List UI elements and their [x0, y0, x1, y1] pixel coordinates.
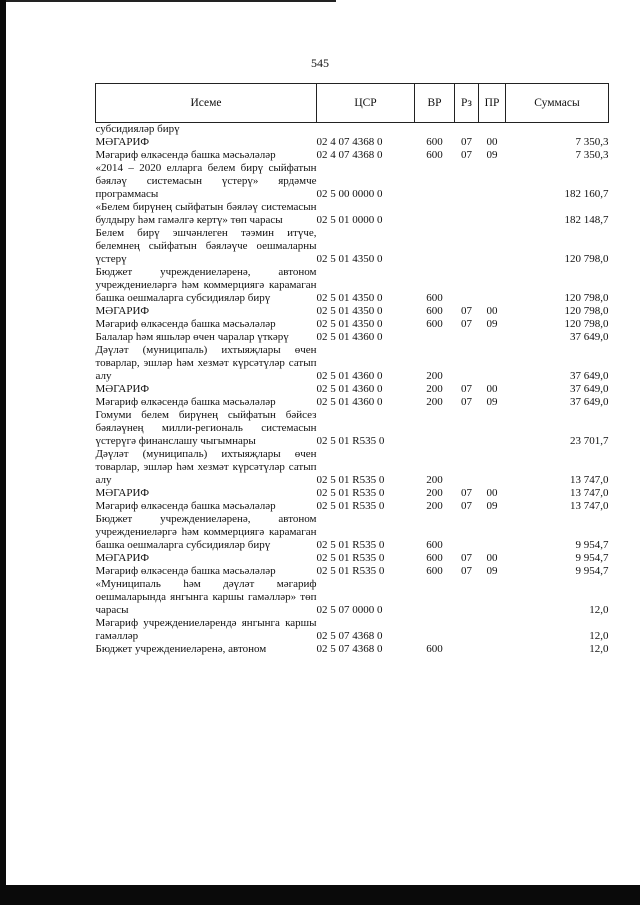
table-row: [96, 201, 609, 227]
cell-pr: [479, 448, 506, 487]
cell-sum: 9 954,7: [575, 539, 609, 551]
cell-csr: 02 4 07 4368 0: [316, 149, 383, 161]
cell-rz: [455, 227, 479, 266]
header-sum: Суммасы: [506, 84, 609, 123]
table-row: [96, 396, 609, 409]
cell-csr: 02 4 07 4368 0: [316, 136, 383, 148]
table-row: [96, 448, 609, 487]
cell-vr: 600: [426, 552, 443, 564]
table-row: [96, 487, 609, 500]
cell-pr: 09: [486, 318, 498, 330]
cell-vr: 200: [426, 396, 443, 408]
cell-csr: 02 5 01 4350 0: [316, 318, 383, 330]
header-rz: Рз: [455, 84, 479, 123]
cell-rz: [455, 617, 479, 643]
cell-sum: 182 148,7: [564, 214, 609, 226]
cell-vr: [415, 409, 455, 448]
cell-vr: 600: [426, 643, 443, 655]
table-row: [96, 617, 609, 643]
cell-pr: 09: [486, 396, 498, 408]
table-row: [96, 409, 609, 448]
table-row: [96, 123, 609, 137]
cell-vr: 200: [426, 474, 443, 486]
cell-pr: [479, 513, 506, 552]
cell-vr: [415, 578, 455, 617]
cell-csr: 02 5 07 4368 0: [316, 643, 383, 655]
cell-sum: 120 798,0: [564, 292, 609, 304]
cell-csr: 02 5 01 R535 0: [316, 565, 385, 577]
cell-vr: [415, 123, 455, 137]
cell-sum: [506, 123, 609, 137]
cell-sum: 7 350,3: [575, 149, 609, 161]
cell-rz: [455, 331, 479, 344]
table-row: [96, 500, 609, 513]
cell-rz: 07: [461, 305, 472, 317]
cell-name: Мәгариф учреждениеләрендә янгынга каршы гамәлләр: [95, 617, 317, 642]
cell-name: Мәгариф өлкәсендә башка мәсьәләләр: [95, 500, 276, 512]
cell-csr: 02 5 01 0000 0: [316, 214, 383, 226]
cell-name: Гомуми белем бирүнең сыйфатын бәйсез бәяләүнең милли-региональ системасын үстерүгә финанслашу чыгымнары: [95, 409, 317, 447]
cell-name: Дәүләт (муниципаль) ихтыяҗлары өчен товарлар, эшләр һәм хезмәт күрсәтүләр сатып алу: [95, 344, 317, 382]
cell-rz: 07: [461, 565, 472, 577]
cell-name: МӘГАРИФ: [95, 383, 150, 395]
cell-sum: 13 747,0: [570, 487, 609, 499]
cell-csr: 02 5 01 R535 0: [316, 435, 385, 447]
cell-vr: [415, 617, 455, 643]
table-row: [96, 578, 609, 617]
table-row: [96, 344, 609, 383]
scan-left-edge: [0, 0, 6, 905]
cell-sum: 12,0: [589, 643, 609, 655]
cell-vr: 600: [426, 318, 443, 330]
cell-vr: 200: [426, 500, 443, 512]
cell-name: Мәгариф өлкәсендә башка мәсьәләләр: [95, 565, 276, 577]
cell-pr: [479, 227, 506, 266]
header-pr: ПР: [479, 84, 506, 123]
cell-sum: 13 747,0: [570, 474, 609, 486]
cell-pr: [479, 409, 506, 448]
cell-vr: [415, 331, 455, 344]
cell-pr: 00: [486, 552, 498, 564]
cell-csr: 02 5 01 4360 0: [316, 331, 383, 343]
cell-vr: 600: [426, 292, 443, 304]
cell-pr: [479, 643, 506, 656]
cell-vr: 200: [426, 487, 443, 499]
cell-name: Мәгариф өлкәсендә башка мәсьәләләр: [95, 149, 276, 161]
cell-name: Дәүләт (муниципаль) ихтыяҗлары өчен товарлар, эшләр һәм хезмәт күрсәтүләр сатып алу: [95, 448, 317, 486]
cell-sum: 9 954,7: [575, 565, 609, 577]
table-body: [96, 123, 609, 657]
table-row: [96, 305, 609, 318]
table-row: [96, 318, 609, 331]
table-row: [96, 227, 609, 266]
cell-pr: [479, 344, 506, 383]
cell-vr: 600: [426, 149, 443, 161]
cell-vr: [415, 201, 455, 227]
cell-rz: [455, 123, 479, 137]
cell-sum: 37 649,0: [570, 383, 609, 395]
cell-rz: 07: [461, 136, 472, 148]
cell-sum: 7 350,3: [575, 136, 609, 148]
cell-rz: [455, 409, 479, 448]
cell-name: «Белем бирүнең сыйфатын бәяләү системасын булдыру һәм гамәлгә кертү» төп чарасы: [95, 201, 317, 226]
cell-name: МӘГАРИФ: [95, 552, 150, 564]
cell-pr: 00: [486, 383, 498, 395]
table-row: [96, 136, 609, 149]
cell-rz: [455, 448, 479, 487]
cell-pr: [479, 266, 506, 305]
cell-rz: [455, 643, 479, 656]
cell-name: МӘГАРИФ: [95, 305, 150, 317]
scan-bottom-edge: [0, 885, 640, 905]
cell-pr: 09: [486, 500, 498, 512]
cell-sum: 12,0: [589, 630, 609, 642]
cell-pr: [479, 617, 506, 643]
cell-sum: 12,0: [589, 604, 609, 616]
cell-csr: 02 5 07 4368 0: [316, 630, 383, 642]
cell-rz: 07: [461, 500, 472, 512]
cell-name: Мәгариф өлкәсендә башка мәсьәләләр: [95, 396, 276, 408]
cell-pr: [479, 331, 506, 344]
budget-table: [95, 83, 609, 656]
table-row: [96, 513, 609, 552]
cell-pr: [479, 123, 506, 137]
cell-vr: 600: [426, 305, 443, 317]
cell-sum: 182 160,7: [564, 188, 609, 200]
cell-vr: [415, 162, 455, 201]
cell-pr: [479, 201, 506, 227]
cell-sum: 37 649,0: [570, 396, 609, 408]
cell-csr: 02 5 01 4350 0: [316, 292, 383, 304]
cell-name: Бюджет учреждениеләренә, автоном учреждениеләргә һәм коммерциягә карамаган башка оешмаларга субсидияләр бирү: [95, 266, 317, 304]
table-row: [96, 162, 609, 201]
cell-sum: 37 649,0: [570, 370, 609, 382]
cell-name: «2014 – 2020 елларга белем бирү сыйфатын бәяләү системасын үстерү» ярдәмче программасы: [95, 162, 317, 200]
table-header: [96, 84, 609, 123]
cell-rz: 07: [461, 552, 472, 564]
table-row: [96, 383, 609, 396]
cell-rz: 07: [461, 487, 472, 499]
cell-pr: 09: [486, 149, 498, 161]
cell-csr: 02 5 00 0000 0: [316, 188, 383, 200]
header-vr: ВР: [415, 84, 455, 123]
cell-name: Белем бирү эшчәнлеген тәэмин итүче, белемнең сыйфатын бәяләүче оешмаларны үстерү: [95, 227, 317, 265]
cell-name: Бюджет учреждениеләренә, автоном: [95, 643, 267, 655]
cell-name: субсидияләр бирү: [95, 123, 180, 135]
table-row: [96, 552, 609, 565]
cell-rz: [455, 513, 479, 552]
cell-sum: 120 798,0: [564, 318, 609, 330]
cell-csr: 02 5 01 R535 0: [316, 539, 385, 551]
cell-sum: 9 954,7: [575, 552, 609, 564]
cell-pr: 09: [486, 565, 498, 577]
cell-vr: 200: [426, 383, 443, 395]
cell-vr: [415, 227, 455, 266]
cell-rz: [455, 162, 479, 201]
cell-rz: 07: [461, 383, 472, 395]
table-row: [96, 565, 609, 578]
cell-name: МӘГАРИФ: [95, 487, 150, 499]
table-row: [96, 149, 609, 162]
cell-sum: 13 747,0: [570, 500, 609, 512]
cell-rz: [455, 201, 479, 227]
cell-pr: 00: [486, 487, 498, 499]
cell-name: Бюджет учреждениеләренә, автоном учреждениеләргә һәм коммерциягә карамаган башка оешмаларга субсидияләр бирү: [95, 513, 317, 551]
cell-vr: 600: [426, 565, 443, 577]
cell-sum: 120 798,0: [564, 253, 609, 265]
scan-top-line: [6, 0, 336, 2]
header-name: Исеме: [96, 84, 317, 123]
cell-pr: 00: [486, 305, 498, 317]
cell-csr: 02 5 01 4360 0: [316, 370, 383, 382]
cell-rz: [455, 266, 479, 305]
cell-sum: 120 798,0: [564, 305, 609, 317]
cell-csr: 02 5 01 4350 0: [316, 253, 383, 265]
table-row: [96, 643, 609, 656]
cell-csr: 02 5 01 R535 0: [316, 474, 385, 486]
cell-pr: 00: [486, 136, 498, 148]
cell-vr: 600: [426, 136, 443, 148]
cell-csr: 02 5 07 0000 0: [316, 604, 383, 616]
cell-csr: 02 5 01 4360 0: [316, 383, 383, 395]
cell-csr: 02 5 01 R535 0: [316, 552, 385, 564]
cell-vr: 600: [426, 539, 443, 551]
cell-csr: 02 5 01 R535 0: [316, 487, 385, 499]
cell-pr: [479, 162, 506, 201]
cell-csr: 02 5 01 4350 0: [316, 305, 383, 317]
cell-csr: [317, 123, 415, 137]
cell-name: «Муниципаль һәм дәүләт мәгариф оешмаларында янгынга каршы гамәлләр» төп чарасы: [95, 578, 317, 616]
cell-rz: 07: [461, 149, 472, 161]
cell-name: Балалар һәм яшьләр өчен чаралар үткәрү: [95, 331, 289, 343]
cell-pr: [479, 578, 506, 617]
cell-rz: [455, 578, 479, 617]
cell-vr: 200: [426, 370, 443, 382]
cell-rz: 07: [461, 318, 472, 330]
cell-name: Мәгариф өлкәсендә башка мәсьәләләр: [95, 318, 276, 330]
cell-name: МӘГАРИФ: [95, 136, 150, 148]
table-row: [96, 331, 609, 344]
cell-csr: 02 5 01 R535 0: [316, 500, 385, 512]
cell-sum: 23 701,7: [570, 435, 609, 447]
cell-sum: 37 649,0: [570, 331, 609, 343]
cell-csr: 02 5 01 4360 0: [316, 396, 383, 408]
header-csr: ЦСР: [317, 84, 415, 123]
table-row: [96, 266, 609, 305]
cell-rz: 07: [461, 396, 472, 408]
cell-rz: [455, 344, 479, 383]
page-number: 545: [311, 56, 329, 70]
